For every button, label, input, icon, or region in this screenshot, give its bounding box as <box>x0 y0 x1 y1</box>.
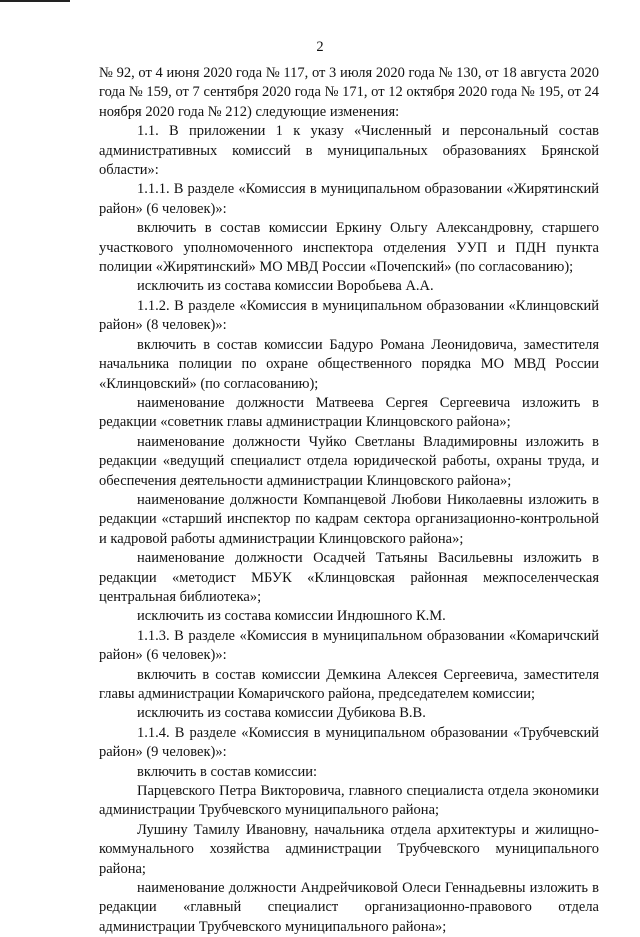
paragraph-intro-continuation: № 92, от 4 июня 2020 года № 117, от 3 июля 2020 года № 130, от 18 августа 2020 года № 159, от 7 сентября 2020 года № 171, от 12 октября 2020 года № 195, от 24 ноября 2020 года № 212) следующие изменения: <box>99 65 599 120</box>
paragraph-position-andreychikova: наименование должности Андрейчиковой Олеси Геннадьевны изложить в редакции «главный специалист организационно-правового отдела администрации Трубчевского муниципального района»; <box>99 880 599 935</box>
paragraph-1-1-2: 1.1.2. В разделе «Комиссия в муниципальном образовании «Клинцовский район» (8 человек)»: <box>99 297 599 334</box>
paragraph-position-chuyko: наименование должности Чуйко Светланы Владимировны изложить в редакции «ведущий специалист отдела юридической работы, охраны труда, и обеспечения деятельности администрации Клинцовского района»; <box>99 433 599 489</box>
paragraph-1-1: 1.1. В приложении 1 к указу «Численный и персональный состав административных комиссий в муниципальных образованиях Брянской области»: <box>99 123 599 179</box>
paragraph-1-1-1: 1.1.1. В разделе «Комиссия в муниципальном образовании «Жирятинский район» (6 человек)»: <box>99 181 599 217</box>
page-number: 2 <box>316 39 324 55</box>
paragraph-position-kompantseva: наименование должности Компанцевой Любови Николаевны изложить в редакции «старший инспектор по кадрам сектора организационно-контрольной и кадровой работы администрации Клинцовского района»; <box>99 491 599 547</box>
top-rule-divider <box>0 0 70 2</box>
paragraph-exclude-vorobyev: исключить из состава комиссии Воробьева А.А. <box>137 278 434 295</box>
paragraph-1-1-4: 1.1.4. В разделе «Комиссия в муниципальном образовании «Трубчевский район» (9 человек)»: <box>99 724 599 761</box>
paragraph-include-commission: включить в состав комиссии: <box>137 763 318 780</box>
paragraph-include-partsevsky: Парцевского Петра Викторовича, главного специалиста отдела экономики администрации Трубчевского муниципального района; <box>99 783 599 819</box>
paragraph-include-lushina: Лушину Тамилу Ивановну, начальника отдела архитектуры и жилищно-коммунального хозяйства администрации Трубчевского муниципального района; <box>99 821 599 877</box>
paragraph-exclude-dubikov: исключить из состава комиссии Дубикова В.В. <box>137 705 426 722</box>
paragraph-include-erkina: включить в состав комиссии Еркину Ольгу Александровну, старшего участкового уполномоченного инспектора отделения УУП и ПДН пункта полиции «Жирятинский» МО МВД России «Почепский» (по согласованию); <box>99 220 599 276</box>
paragraph-position-matveev: наименование должности Матвеева Сергея Сергеевича изложить в редакции «советник главы администрации Клинцовского района»; <box>99 394 599 431</box>
paragraph-include-baduro: включить в состав комиссии Бадуро Романа Леонидовича, заместителя начальника полиции по охране общественного порядка МО МВД России «Клинцовский» (по согласованию); <box>99 336 599 392</box>
paragraph-exclude-indyushny: исключить из состава комиссии Индюшного К.М. <box>137 608 446 625</box>
document-body <box>99 64 599 937</box>
paragraph-position-osadchaya: наименование должности Осадчей Татьяны Васильевны изложить в редакции «методист МБУК «Клинцовская районная межпоселенческая центральная библиотека»; <box>99 550 599 605</box>
paragraph-include-demkin: включить в состав комиссии Демкина Алексея Сергеевича, заместителя главы администрации Комаричского района, председателем комиссии; <box>99 666 599 702</box>
paragraph-1-1-3: 1.1.3. В разделе «Комиссия в муниципальном образовании «Комаричский район» (6 человек)»: <box>99 627 599 664</box>
